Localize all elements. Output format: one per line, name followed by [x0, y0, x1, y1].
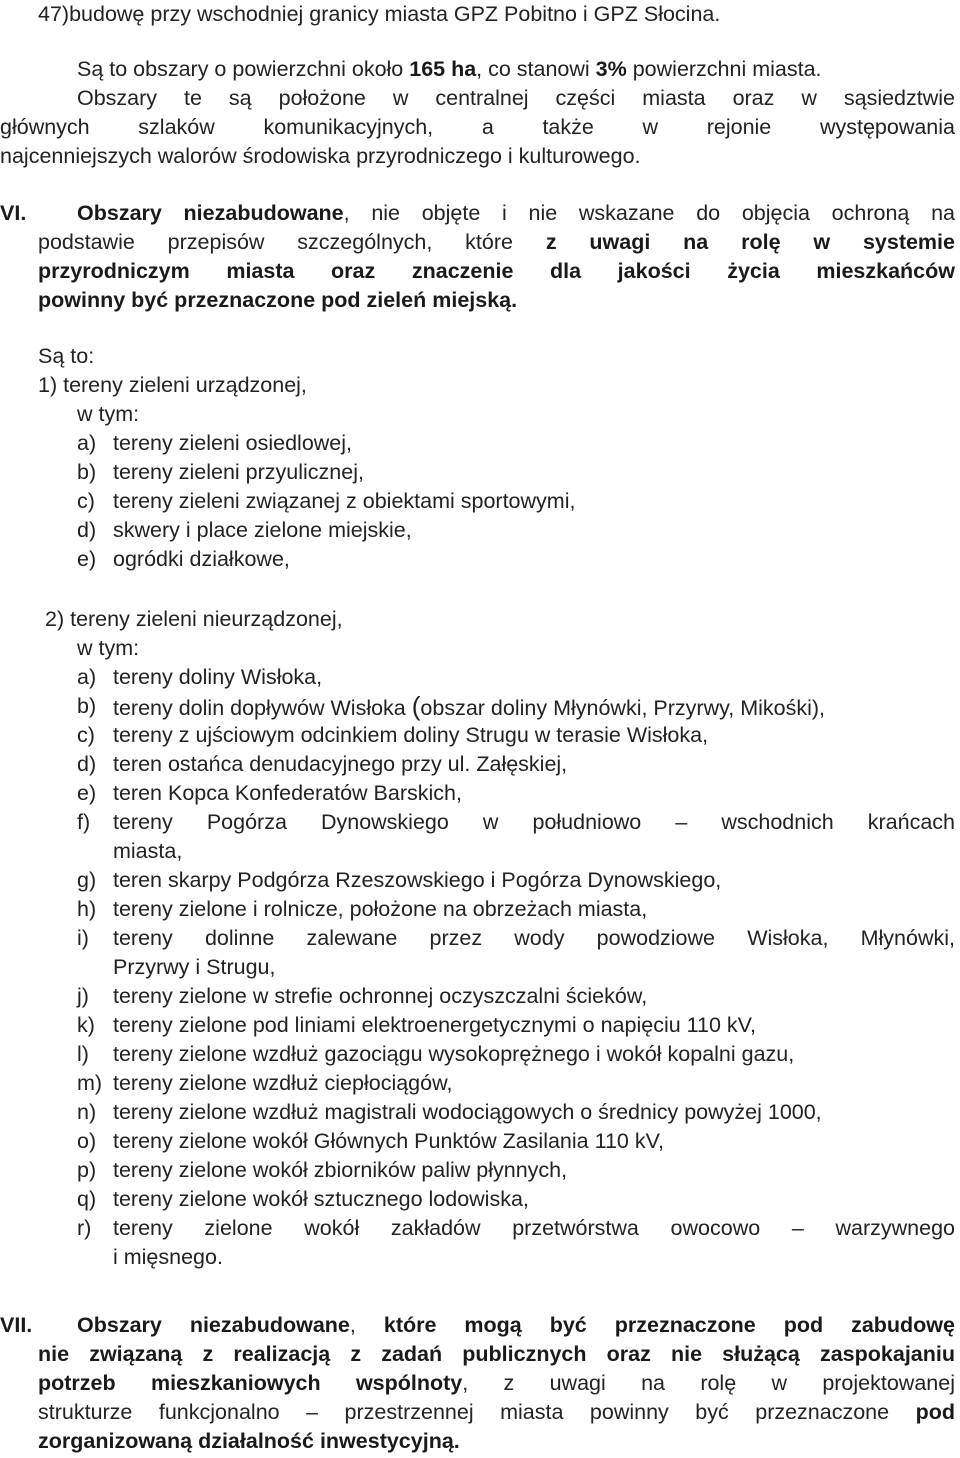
- paragraph-line: Obszary te są położone w centralnej części miasta oraz w sąsiedztwie: [77, 86, 955, 110]
- list-item-label: c): [77, 489, 95, 513]
- summary-text: , co stanowi: [476, 57, 596, 81]
- list-item-label: c): [77, 723, 95, 747]
- list-item-label: l): [77, 1042, 89, 1066]
- section-text: , nie objęte i nie wskazane do objęcia ochroną na: [343, 201, 955, 225]
- list-item-label: r): [77, 1216, 92, 1240]
- list-item-label: b): [77, 460, 97, 484]
- list-item: tereny zielone wokół Głównych Punktów Zasilania 110 kV,: [113, 1129, 664, 1153]
- list-item: [113, 692, 825, 723]
- list-item: tereny doliny Wisłoka,: [113, 665, 323, 689]
- list-item: tereny zielone w strefie ochronnej oczyszczalni ścieków,: [113, 984, 648, 1008]
- section-text-bold: potrzeb mieszkaniowych wspólnoty: [38, 1371, 463, 1395]
- summary-text: Są to obszary o powierzchni około: [77, 57, 410, 81]
- section-text: , z uwagi na rolę w projektowanej: [462, 1371, 955, 1395]
- list-item-label: m): [77, 1071, 103, 1095]
- list-item: tereny zielone wokół zakładów przetwórstwa owocowo – warzywnego: [113, 1216, 955, 1240]
- list-item-label: q): [77, 1187, 97, 1211]
- section-text-bold: z uwagi na rolę w systemie: [545, 230, 955, 254]
- list-item-label: g): [77, 868, 97, 892]
- list-item-label: h): [77, 897, 97, 921]
- list-item: tereny zielone pod liniami elektroenergetycznymi o napięciu 110 kV,: [113, 1013, 756, 1037]
- list-intro: Są to:: [38, 344, 95, 368]
- list-item-label: f): [77, 810, 91, 834]
- section-text-bold: pod: [915, 1400, 955, 1424]
- list-item: tereny zielone wzdłuż magistrali wodociągowych o średnicy powyżej 1000,: [113, 1100, 822, 1124]
- list-item-47: [38, 0, 720, 29]
- list-item: tereny zieleni przyulicznej,: [113, 460, 364, 484]
- area-value: 165 ha: [409, 57, 477, 81]
- list-item-label: a): [77, 665, 97, 689]
- list-item: tereny zielone wokół zbiorników paliw płynnych,: [113, 1158, 568, 1182]
- list-item: tereny zielone wzdłuż ciepłociągów,: [113, 1071, 453, 1095]
- list-item-label: n): [77, 1100, 97, 1124]
- section-text-bold: które mogą być przeznaczone pod zabudowę: [383, 1313, 955, 1337]
- list-item: tereny zieleni związanej z obiektami sportowymi,: [113, 489, 576, 513]
- area-summary-line: [77, 55, 822, 84]
- group-heading: 1) tereny zieleni urządzonej,: [38, 373, 307, 397]
- section-text: podstawie przepisów szczególnych, które: [38, 230, 546, 254]
- list-item-label: i): [77, 926, 89, 950]
- section-heading-line: [77, 199, 955, 228]
- section-numeral: VII.: [0, 1313, 33, 1337]
- list-item-text: (: [411, 691, 421, 721]
- section-text: ,: [349, 1313, 384, 1337]
- paragraph-line: najcenniejszych walorów środowiska przyrodniczego i kulturowego.: [0, 144, 641, 168]
- list-item-label: k): [77, 1013, 95, 1037]
- section-text-line: przyrodniczym miasta oraz znaczenie dla jakości życia mieszkańców: [38, 259, 955, 283]
- section-text: strukturze funkcjonalno – przestrzennej miasta powinny być przeznaczone: [38, 1400, 916, 1424]
- list-item-label: e): [77, 547, 97, 571]
- section-text-line: [38, 1369, 955, 1398]
- section-text-line: powinny być przeznaczone pod zieleń miejską.: [38, 288, 518, 312]
- list-item-text: tereny dolin dopływów Wisłoka: [113, 696, 412, 720]
- percent-value: 3%: [595, 57, 627, 81]
- list-item-continuation: i mięsnego.: [113, 1245, 223, 1269]
- list-item: tereny zielone wzdłuż gazociągu wysokoprężnego i wokół kopalni gazu,: [113, 1042, 795, 1066]
- list-item: skwery i place zielone miejskie,: [113, 518, 412, 542]
- list-item-continuation: Przyrwy i Strugu,: [113, 955, 276, 979]
- list-item: teren skarpy Podgórza Rzeszowskiego i Pogórza Dynowskiego,: [113, 868, 722, 892]
- section-heading-bold: Obszary niezabudowane: [77, 1313, 350, 1337]
- group-heading: 2) tereny zieleni nieurządzonej,: [45, 607, 343, 631]
- section-numeral: VI.: [0, 201, 27, 225]
- list-item: tereny zieleni osiedlowej,: [113, 431, 353, 455]
- section-text-line: [38, 1398, 955, 1427]
- list-item-label: e): [77, 781, 97, 805]
- section-text-line: nie związaną z realizacją z zadań publicznych oraz nie służącą zaspokajaniu: [38, 1342, 955, 1366]
- list-item-label: p): [77, 1158, 97, 1182]
- list-item: teren ostańca denudacyjnego przy ul. Załęskiej,: [113, 752, 568, 776]
- section-text-line: zorganizowaną działalność inwestycyjną.: [38, 1429, 460, 1453]
- list-item: tereny dolinne zalewane przez wody powodziowe Wisłoka, Młynówki,: [113, 926, 955, 950]
- list-item: teren Kopca Konfederatów Barskich,: [113, 781, 462, 805]
- list-item-continuation: miasta,: [113, 839, 183, 863]
- list-item: tereny Pogórza Dynowskiego w południowo – wschodnich krańcach: [113, 810, 955, 834]
- list-item: tereny zielone i rolnicze, położone na obrzeżach miasta,: [113, 897, 648, 921]
- summary-text: powierzchni miasta.: [626, 57, 822, 81]
- group-subheading: w tym:: [77, 402, 140, 426]
- paragraph-line: głównych szlaków komunikacyjnych, a także w rejonie występowania: [0, 115, 955, 139]
- section-heading-bold: Obszary niezabudowane: [77, 201, 344, 225]
- list-item-text: obszar doliny Młynówki, Przyrwy, Mikośki),: [420, 696, 826, 720]
- list-item: tereny zielone wokół sztucznego lodowiska,: [113, 1187, 529, 1211]
- list-item-label: d): [77, 518, 97, 542]
- list-item-text: 47)budowę przy wschodniej granicy miasta GPZ Pobitno i GPZ Słocina.: [38, 2, 721, 26]
- list-item: tereny z ujściowym odcinkiem doliny Strugu w terasie Wisłoka,: [113, 723, 709, 747]
- section-text-line: [38, 228, 955, 257]
- section-heading-line: [77, 1311, 955, 1340]
- list-item-label: a): [77, 431, 97, 455]
- list-item-label: j): [77, 984, 89, 1008]
- group-subheading: w tym:: [77, 636, 140, 660]
- list-item-label: d): [77, 752, 97, 776]
- list-item-label: b): [77, 694, 97, 718]
- list-item: ogródki działkowe,: [113, 547, 290, 571]
- list-item-label: o): [77, 1129, 97, 1153]
